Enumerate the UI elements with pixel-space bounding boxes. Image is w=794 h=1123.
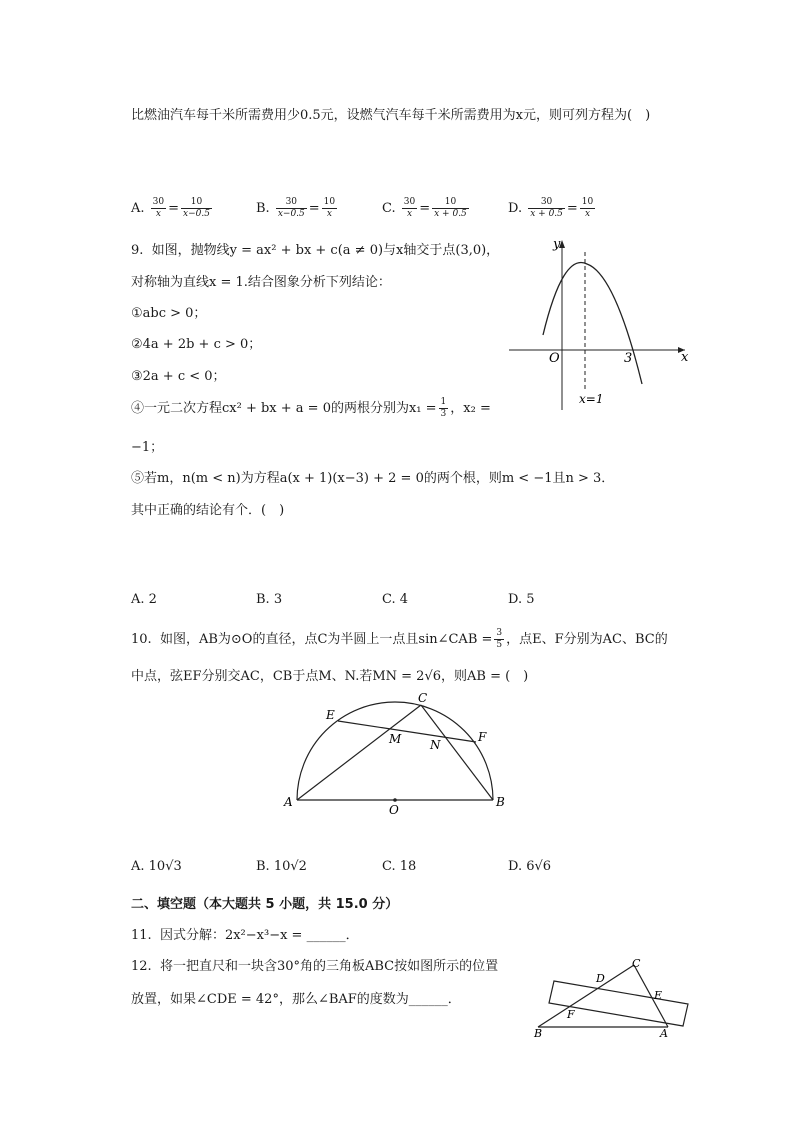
q8-stem: 比燃油汽车每千米所需费用少0.5元，设燃气汽车每千米所需费用为x元，则可列方程为( ) [131, 108, 651, 123]
q10-option-d[interactable]: D. 6√6 [508, 859, 552, 874]
root-label: 3 [624, 351, 633, 366]
q9-statement-2: ②4a + 2b + c > 0； [131, 337, 262, 352]
chord-ef [338, 721, 476, 742]
q10-option-b[interactable]: B. 10√2 [256, 859, 307, 874]
q12-line2: 放置，如果∠CDE = 42°，那么∠BAF的度数为______． [131, 992, 461, 1007]
label-c: C [632, 957, 641, 970]
label-e: E [654, 989, 663, 1002]
q9-option-a[interactable]: A. 2 [131, 592, 157, 607]
q9-statement-4: ④一元二次方程cx² + bx + a = 0的两根分别为x₁ = $\frac{1}{3}$ ，x₂ = [131, 397, 491, 419]
q9-statement-4-cont: −1； [131, 440, 164, 455]
label-o: O [389, 803, 399, 817]
label-m: M [389, 732, 402, 746]
label-n: N [430, 738, 441, 752]
label-b: B [496, 795, 505, 809]
label-f: F [567, 1008, 575, 1021]
label-b: B [534, 1027, 543, 1040]
section-title: 二、填空题（本大题共 5 小题，共 15.0 分） [131, 897, 399, 912]
q9-statement-3: ③2a + c < 0； [131, 369, 226, 384]
side-bc [538, 965, 634, 1027]
q8-option-d[interactable]: D. $\frac{30}{x + 0.5}$ = $\frac{10}{x}$ [508, 197, 594, 219]
center-point [393, 798, 397, 802]
q9-line1: 9. 如图，抛物线y = ax² + bx + c(a ≠ 0)与x轴交于点(3,0)， [131, 243, 500, 258]
label-d: D [596, 972, 605, 985]
q10-line2: 中点，弦EF分别交AC，CB于点M、N.若MN = 2√6，则AB = ( ) [131, 669, 529, 684]
q9-option-c[interactable]: C. 4 [382, 592, 409, 607]
q10-semicircle-figure [280, 690, 510, 820]
q9-question: 其中正确的结论有个．( ) [131, 503, 285, 518]
q10-line1: 10. 如图，AB为⊙O的直径，点C为半圆上一点且sin∠CAB = $\frac{3}{5}$ ，点E、F分别为AC、BC的 [131, 628, 668, 650]
q8-option-b[interactable]: B. $\frac{30}{x-0.5}$ = $\frac{10}{x}$ [256, 197, 336, 219]
origin-label: O [549, 351, 560, 366]
q11-line: 11. 因式分解：2x²−x³−x = ______． [131, 928, 359, 943]
q9-statement-5: ⑤若m，n(m < n)为方程a(x + 1)(x−3) + 2 = 0的两个根，则m < −1且n > 3． [131, 471, 615, 486]
y-axis-label: y [553, 237, 561, 252]
q12-line1: 12. 将一把直尺和一块含30°角的三角板ABC按如图所示的位置 [131, 959, 499, 974]
label-f: F [478, 730, 487, 744]
q9-line2: 对称轴为直线x = 1.结合图象分析下列结论： [131, 275, 391, 290]
chord-ac [297, 705, 421, 800]
q12-ruler-triangle-figure [530, 955, 700, 1040]
label-e: E [326, 708, 335, 722]
q9-statement-1: ①abc > 0； [131, 306, 207, 321]
x-axis-label: x [681, 350, 689, 365]
symmetry-line-label: x=1 [579, 392, 604, 406]
q9-option-d[interactable]: D. 5 [508, 592, 535, 607]
label-a: A [284, 795, 293, 809]
q9-parabola-figure [505, 232, 695, 417]
q10-option-c[interactable]: C. 18 [382, 859, 417, 874]
q9-option-b[interactable]: B. 3 [256, 592, 283, 607]
label-c: C [418, 691, 428, 705]
q8-option-c[interactable]: C. $\frac{30}{x}$ = $\frac{10}{x + 0.5}$ [382, 197, 467, 219]
label-a: A [660, 1027, 668, 1040]
chord-cb [421, 705, 493, 800]
q10-option-a[interactable]: A. 10√3 [131, 859, 182, 874]
q8-option-a[interactable]: A. $\frac{30}{x}$ = $\frac{10}{x-0.5}$ [131, 197, 210, 219]
